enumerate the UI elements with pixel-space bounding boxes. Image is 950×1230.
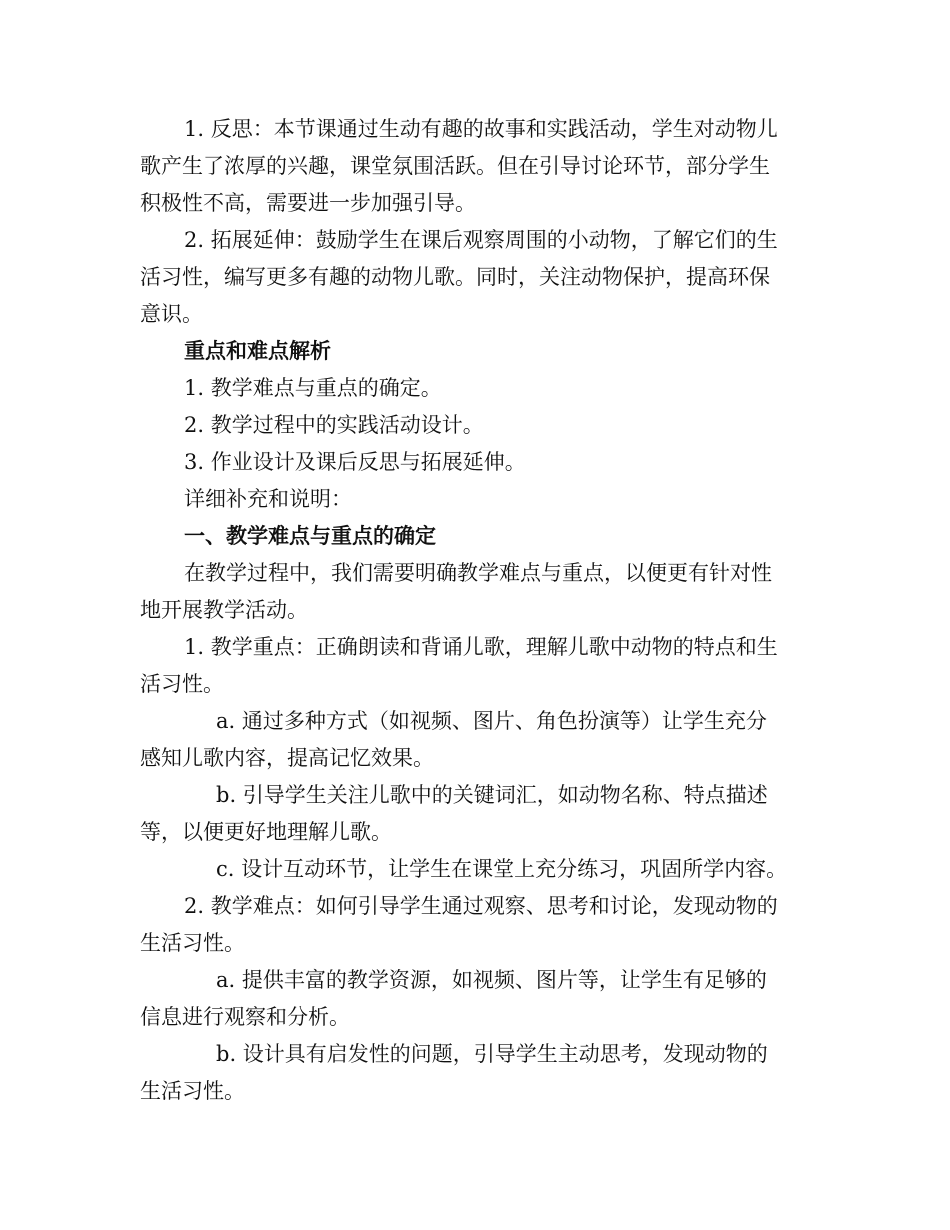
paragraph-line: 详细补充和说明：	[184, 487, 352, 511]
paragraph-line: 1. 教学重点：正确朗读和背诵儿歌，理解儿歌中动物的特点和生	[184, 635, 778, 659]
paragraph-line: 歌产生了浓厚的兴趣，课堂氛围活跃。但在引导讨论环节，部分学生	[140, 154, 770, 178]
section-heading: 重点和难点解析	[184, 339, 331, 363]
paragraph-line: 感知儿歌内容，提高记忆效果。	[140, 746, 434, 770]
list-item: 1. 教学难点与重点的确定。	[184, 376, 442, 400]
paragraph-line: 信息进行观察和分析。	[140, 1005, 350, 1029]
sub-item-line: c. 设计互动环节，让学生在课堂上充分练习，巩固所学内容。	[216, 857, 788, 881]
paragraph-line: 2. 教学难点：如何引导学生通过观察、思考和讨论，发现动物的	[184, 894, 778, 918]
paragraph-line: 等，以便更好地理解儿歌。	[140, 820, 392, 844]
paragraph-line: 生活习性。	[140, 931, 245, 955]
paragraph-line: 意识。	[140, 302, 203, 326]
paragraph-line: 在教学过程中，我们需要明确教学难点与重点，以便更有针对性	[184, 561, 772, 585]
paragraph-line: 生活习性。	[140, 1079, 245, 1103]
paragraph-line: 活习性，编写更多有趣的动物儿歌。同时，关注动物保护，提高环保	[140, 265, 770, 289]
paragraph-line: 活习性。	[140, 672, 224, 696]
list-item: 3. 作业设计及课后反思与拓展延伸。	[184, 450, 526, 474]
paragraph-line: 积极性不高，需要进一步加强引导。	[140, 191, 476, 215]
sub-item-line: a. 通过多种方式（如视频、图片、角色扮演等）让学生充分	[216, 709, 767, 733]
list-item: 2. 教学过程中的实践活动设计。	[184, 413, 484, 437]
sub-item-line: b. 引导学生关注儿歌中的关键词汇，如动物名称、特点描述	[216, 783, 768, 807]
sub-item-line: b. 设计具有启发性的问题，引导学生主动思考，发现动物的	[216, 1042, 768, 1066]
paragraph-line: 2. 拓展延伸：鼓励学生在课后观察周围的小动物，了解它们的生	[184, 228, 778, 252]
section-heading: 一、教学难点与重点的确定	[184, 524, 436, 548]
sub-item-line: a. 提供丰富的教学资源，如视频、图片等，让学生有足够的	[216, 968, 767, 992]
paragraph-line: 1. 反思：本节课通过生动有趣的故事和实践活动，学生对动物儿	[184, 117, 778, 141]
paragraph-line: 地开展教学活动。	[140, 598, 308, 622]
